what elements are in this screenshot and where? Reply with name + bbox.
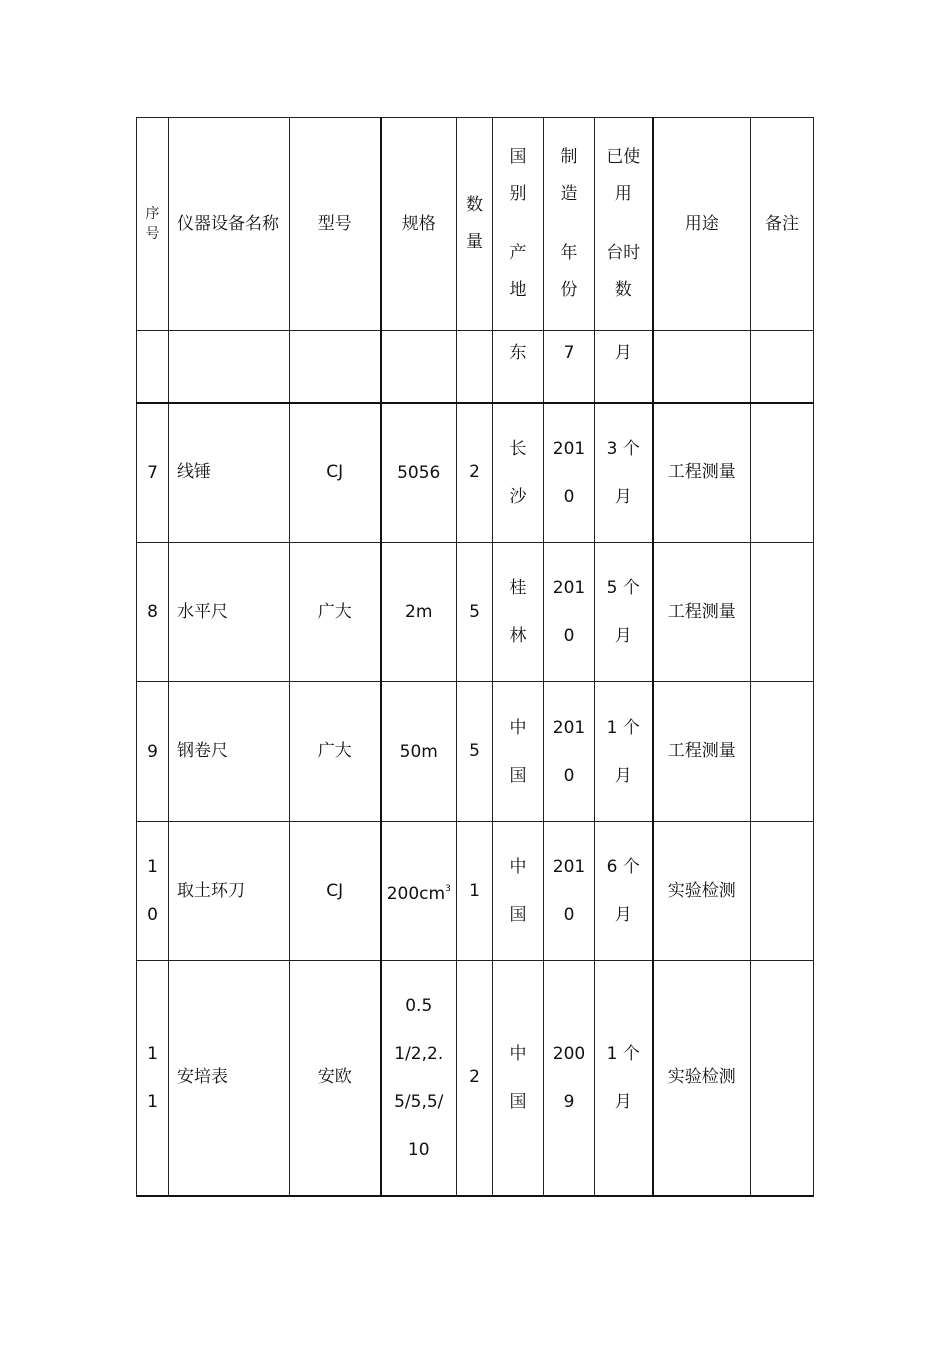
cell-seq: 9 (137, 682, 169, 822)
header-remark: 备注 (751, 118, 814, 331)
header-row (137, 118, 814, 331)
cell-year: 201 0 (544, 543, 595, 682)
cell-model: 广大 (290, 682, 381, 822)
cell-used: 1 个 月 (595, 961, 653, 1196)
cell-remark (751, 682, 814, 822)
cell-name: 取土环刀 (169, 822, 290, 961)
cell-spec: $200cm^3$ (381, 822, 457, 961)
header-used: 已使 用 台时 数 (595, 118, 653, 331)
table-row (137, 543, 814, 682)
superscript: 3 (445, 883, 451, 894)
cell-name: 水平尺 (169, 543, 290, 682)
cell-spec: 0.5 1/2,2. 5/5,5/ 10 (381, 961, 457, 1196)
table-row (137, 822, 814, 961)
cell-seq: 8 (137, 543, 169, 682)
table-cell (457, 331, 493, 403)
cell-qty: 2 (457, 403, 493, 543)
cell-purpose: 工程测量 (653, 403, 751, 543)
cell-purpose: 实验检测 (653, 961, 751, 1196)
equipment-table (136, 117, 814, 1197)
cell-year: 201 0 (544, 682, 595, 822)
cell-used: 月 (595, 331, 653, 403)
cell-model: CJ (290, 403, 381, 543)
cell-year: 7 (544, 331, 595, 403)
cell-purpose: 工程测量 (653, 682, 751, 822)
cell-purpose: 工程测量 (653, 543, 751, 682)
cell-spec: 50m (381, 682, 457, 822)
cell-remark (751, 403, 814, 543)
cell-spec: 5056 (381, 403, 457, 543)
table-cell (751, 331, 814, 403)
header-seq: 序 号 (137, 118, 169, 331)
cell-used: 3 个 月 (595, 403, 653, 543)
cell-origin: 长 沙 (493, 403, 544, 543)
header-qty: 数 量 (457, 118, 493, 331)
cell-remark (751, 543, 814, 682)
cell-qty: 5 (457, 543, 493, 682)
cell-seq: 7 (137, 403, 169, 543)
cell-model: CJ (290, 822, 381, 961)
cell-qty: 5 (457, 682, 493, 822)
cell-used: 6 个 月 (595, 822, 653, 961)
cell-model: 安欧 (290, 961, 381, 1196)
table-cell (381, 331, 457, 403)
header-model: 型号 (290, 118, 381, 331)
table-cell (137, 331, 169, 403)
table-cell (290, 331, 381, 403)
cell-origin: 东 (493, 331, 544, 403)
cell-origin: 中 国 (493, 682, 544, 822)
cell-name: 钢卷尺 (169, 682, 290, 822)
cell-used: 1 个 月 (595, 682, 653, 822)
cell-name: 安培表 (169, 961, 290, 1196)
cell-origin: 桂 林 (493, 543, 544, 682)
cell-spec: 2m (381, 543, 457, 682)
header-origin: 国 别 产 地 (493, 118, 544, 331)
cell-remark (751, 822, 814, 961)
cell-remark (751, 961, 814, 1196)
table-row (137, 961, 814, 1196)
cell-model: 广大 (290, 543, 381, 682)
table-cell (653, 331, 751, 403)
cell-purpose: 实验检测 (653, 822, 751, 961)
cell-year: 201 0 (544, 403, 595, 543)
cell-origin: 中 国 (493, 822, 544, 961)
continuation-row (137, 331, 814, 403)
cell-year: 201 0 (544, 822, 595, 961)
header-name: 仪器设备名称 (169, 118, 290, 331)
table-row (137, 682, 814, 822)
header-spec: 规格 (381, 118, 457, 331)
cell-qty: 1 (457, 822, 493, 961)
cell-year: 200 9 (544, 961, 595, 1196)
cell-qty: 2 (457, 961, 493, 1196)
cell-used: 5 个 月 (595, 543, 653, 682)
cell-name: 线锤 (169, 403, 290, 543)
table-cell (169, 331, 290, 403)
table-row (137, 403, 814, 543)
header-year: 制 造 年 份 (544, 118, 595, 331)
header-purpose: 用途 (653, 118, 751, 331)
cell-seq: 1 0 (137, 822, 169, 961)
cell-seq: 1 1 (137, 961, 169, 1196)
cell-origin: 中 国 (493, 961, 544, 1196)
